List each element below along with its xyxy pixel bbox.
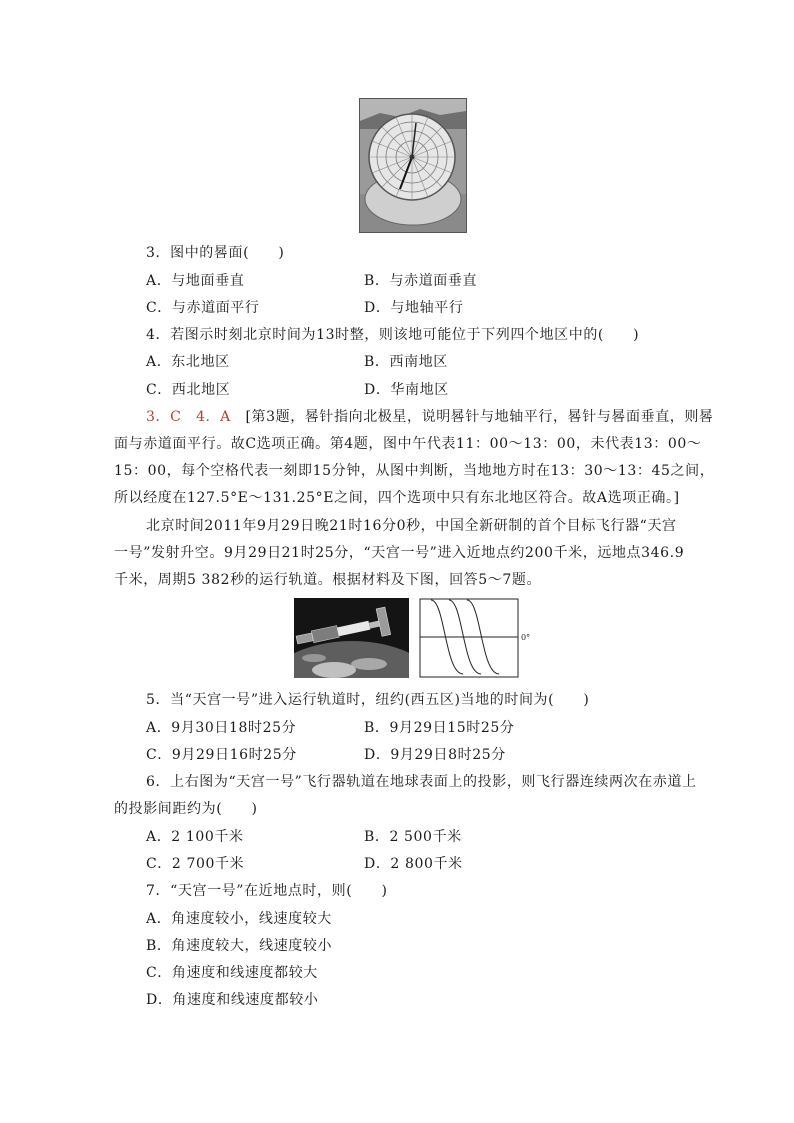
- tiangong-drawing: [294, 598, 409, 678]
- q7-option-a[interactable]: A．角速度较小，线速度较大: [146, 911, 332, 927]
- q7-option-b[interactable]: B．角速度较大，线速度较小: [146, 938, 333, 954]
- q3-stem: 3．图中的晷面( ): [146, 245, 285, 261]
- sundial-photo: [359, 98, 467, 233]
- sundial-drawing: [360, 99, 466, 232]
- q6-option-a[interactable]: A．2 100千米: [146, 829, 244, 845]
- q4-option-c[interactable]: C．西北地区: [146, 382, 231, 398]
- q6-stem-line-2: 的投影间距约为( ): [114, 801, 258, 817]
- q6-stem-line-1: 6．上右图为“天宫一号”飞行器轨道在地球表面上的投影，则飞行器连续两次在赤道上: [146, 774, 697, 790]
- q3-option-a[interactable]: A．与地面垂直: [146, 273, 245, 289]
- equator-label: 0°: [521, 633, 531, 642]
- q5-option-d[interactable]: D．9月29日8时25分: [364, 747, 506, 763]
- answer-explanation-line-4: 所以经度在127.5°E～131.25°E之间，四个选项中只有东北地区符合。故A选项正确。]: [114, 490, 680, 506]
- tiangong-photo: [294, 598, 409, 678]
- passage-line-1: 北京时间2011年9月29日晚21时16分0秒，中国全新研制的首个目标飞行器“天宫: [146, 518, 677, 534]
- q4-option-b[interactable]: B．西南地区: [364, 354, 448, 370]
- q7-stem: 7．“天宫一号”在近地点时，则( ): [146, 883, 388, 899]
- orbit-track-drawing: [419, 598, 531, 678]
- answer-explanation-line-3: 15：00，每个空格代表一刻即15分钟，从图中判断，当地地方时在13：30～13：45之间，: [114, 463, 715, 479]
- q3-option-d[interactable]: D．与地轴平行: [364, 300, 464, 316]
- answer-explanation-text-1: [第3题，晷针指向北极星，说明晷针与地轴平行，晷针与晷面垂直，则晷: [230, 409, 714, 425]
- passage-line-3: 千米，周期5 382秒的运行轨道。根据材料及下图，回答5～7题。: [114, 572, 542, 588]
- q4-option-d[interactable]: D．华南地区: [364, 382, 449, 398]
- q5-option-b[interactable]: B．9月29日15时25分: [364, 720, 515, 736]
- q5-option-a[interactable]: A．9月30日18时25分: [146, 720, 297, 736]
- q7-option-c[interactable]: C．角速度和线速度都较大: [146, 965, 318, 981]
- q6-option-c[interactable]: C．2 700千米: [146, 856, 245, 872]
- q7-option-d[interactable]: D．角速度和线速度都较小: [146, 992, 319, 1008]
- q4-option-a[interactable]: A．东北地区: [146, 354, 230, 370]
- answer-key: 3．C 4．A: [146, 409, 231, 425]
- q6-option-d[interactable]: D．2 800千米: [364, 856, 463, 872]
- q3-option-c[interactable]: C．与赤道面平行: [146, 300, 260, 316]
- track-frame: [420, 599, 518, 677]
- q5-stem: 5．当“天宫一号”进入运行轨道时，纽约(西五区)当地的时间为( ): [146, 692, 590, 708]
- q6-option-b[interactable]: B．2 500千米: [364, 829, 462, 845]
- answer-explanation-line-2: 面与赤道面平行。故C选项正确。第4题，图中午代表11：00～13：00，未代表13：00～: [114, 436, 702, 452]
- q5-option-c[interactable]: C．9月29日16时25分: [146, 747, 297, 763]
- orbit-track-figure: [419, 598, 531, 678]
- q4-stem: 4．若图示时刻北京时间为13时整，则该地可能位于下列四个地区中的( ): [146, 327, 640, 343]
- passage-line-2: 一号”发射升空。9月29日21时25分，“天宫一号”进入近地点约200千米，远地点346.9: [114, 545, 685, 561]
- answer-explanation-line-1: [146, 407, 714, 427]
- q3-option-b[interactable]: B．与赤道面垂直: [364, 273, 478, 289]
